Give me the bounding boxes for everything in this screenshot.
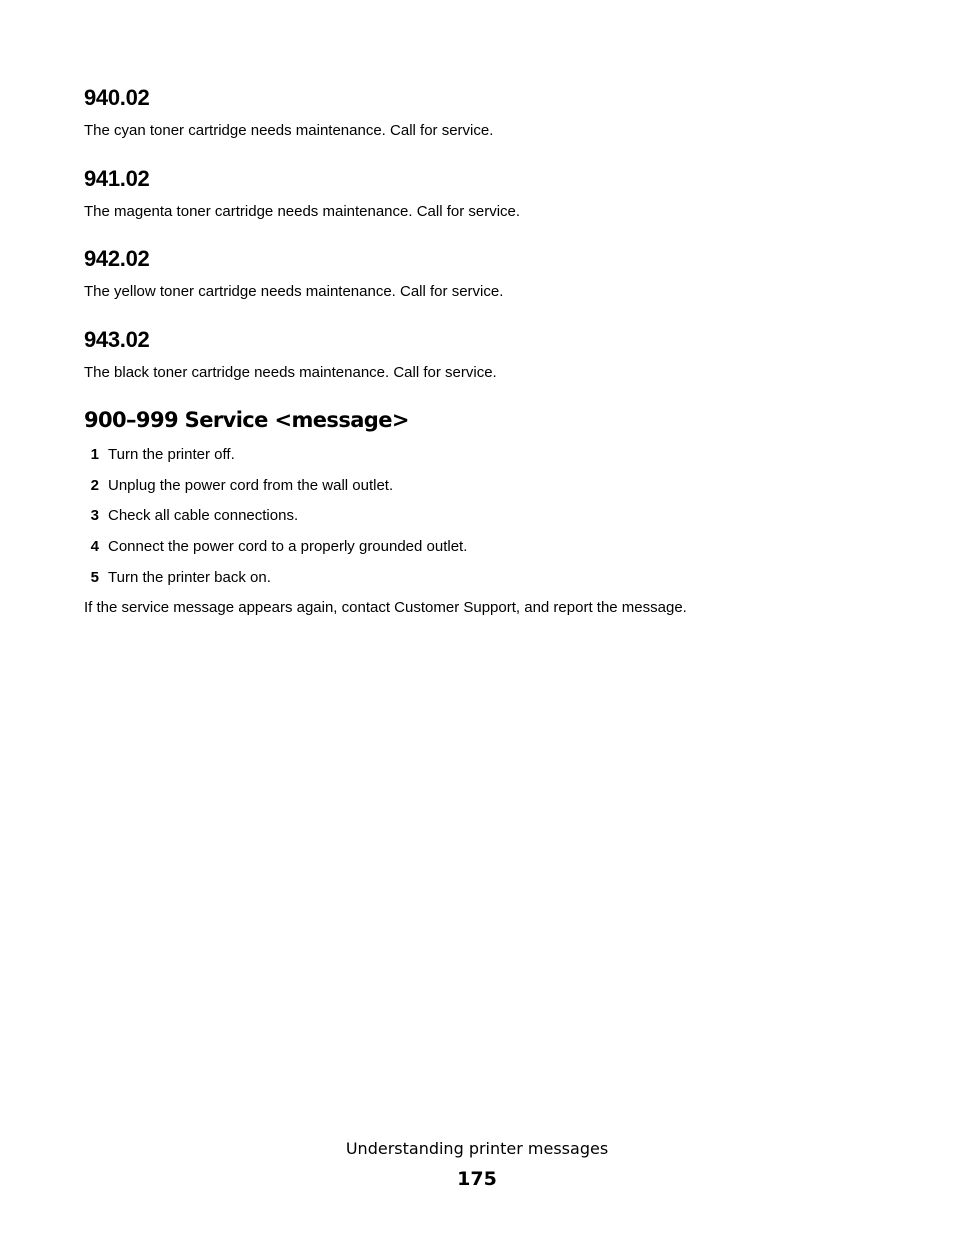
step-text: Turn the printer back on.: [108, 569, 271, 586]
step-number: 4: [90, 538, 99, 555]
step-text: Unplug the power cord from the wall outlet.: [108, 477, 394, 494]
step-number: 3: [90, 507, 99, 524]
service-note: If the service message appears again, contact Customer Support, and report the message.: [84, 599, 687, 616]
code-heading-941-02: 941.02: [84, 166, 150, 191]
step-text: Connect the power cord to a properly grounded outlet.: [108, 538, 468, 555]
step-text: Turn the printer off.: [108, 446, 235, 463]
step-number: 1: [90, 446, 99, 463]
code-heading-943-02: 943.02: [84, 327, 150, 352]
code-description-942-02: The yellow toner cartridge needs maintenance. Call for service.: [84, 283, 504, 300]
code-heading-940-02: 940.02: [84, 85, 150, 110]
footer-chapter-title: Understanding printer messages: [345, 1139, 609, 1158]
code-description-940-02: The cyan toner cartridge needs maintenance. Call for service.: [84, 122, 494, 139]
code-description-943-02: The black toner cartridge needs maintenance. Call for service.: [84, 364, 497, 381]
page-number: 175: [457, 1168, 497, 1190]
list-item: [84, 537, 467, 557]
step-text: Check all cable connections.: [108, 507, 299, 524]
section-title: 900–999 Service <message>: [84, 408, 409, 432]
code-description-941-02: The magenta toner cartridge needs maintenance. Call for service.: [84, 203, 521, 220]
step-number: 5: [90, 569, 99, 586]
list-item: [84, 445, 235, 465]
code-heading-942-02: 942.02: [84, 246, 150, 271]
list-item: [84, 568, 271, 588]
step-number: 2: [90, 477, 99, 494]
list-item: [84, 476, 393, 496]
list-item: [84, 506, 298, 526]
